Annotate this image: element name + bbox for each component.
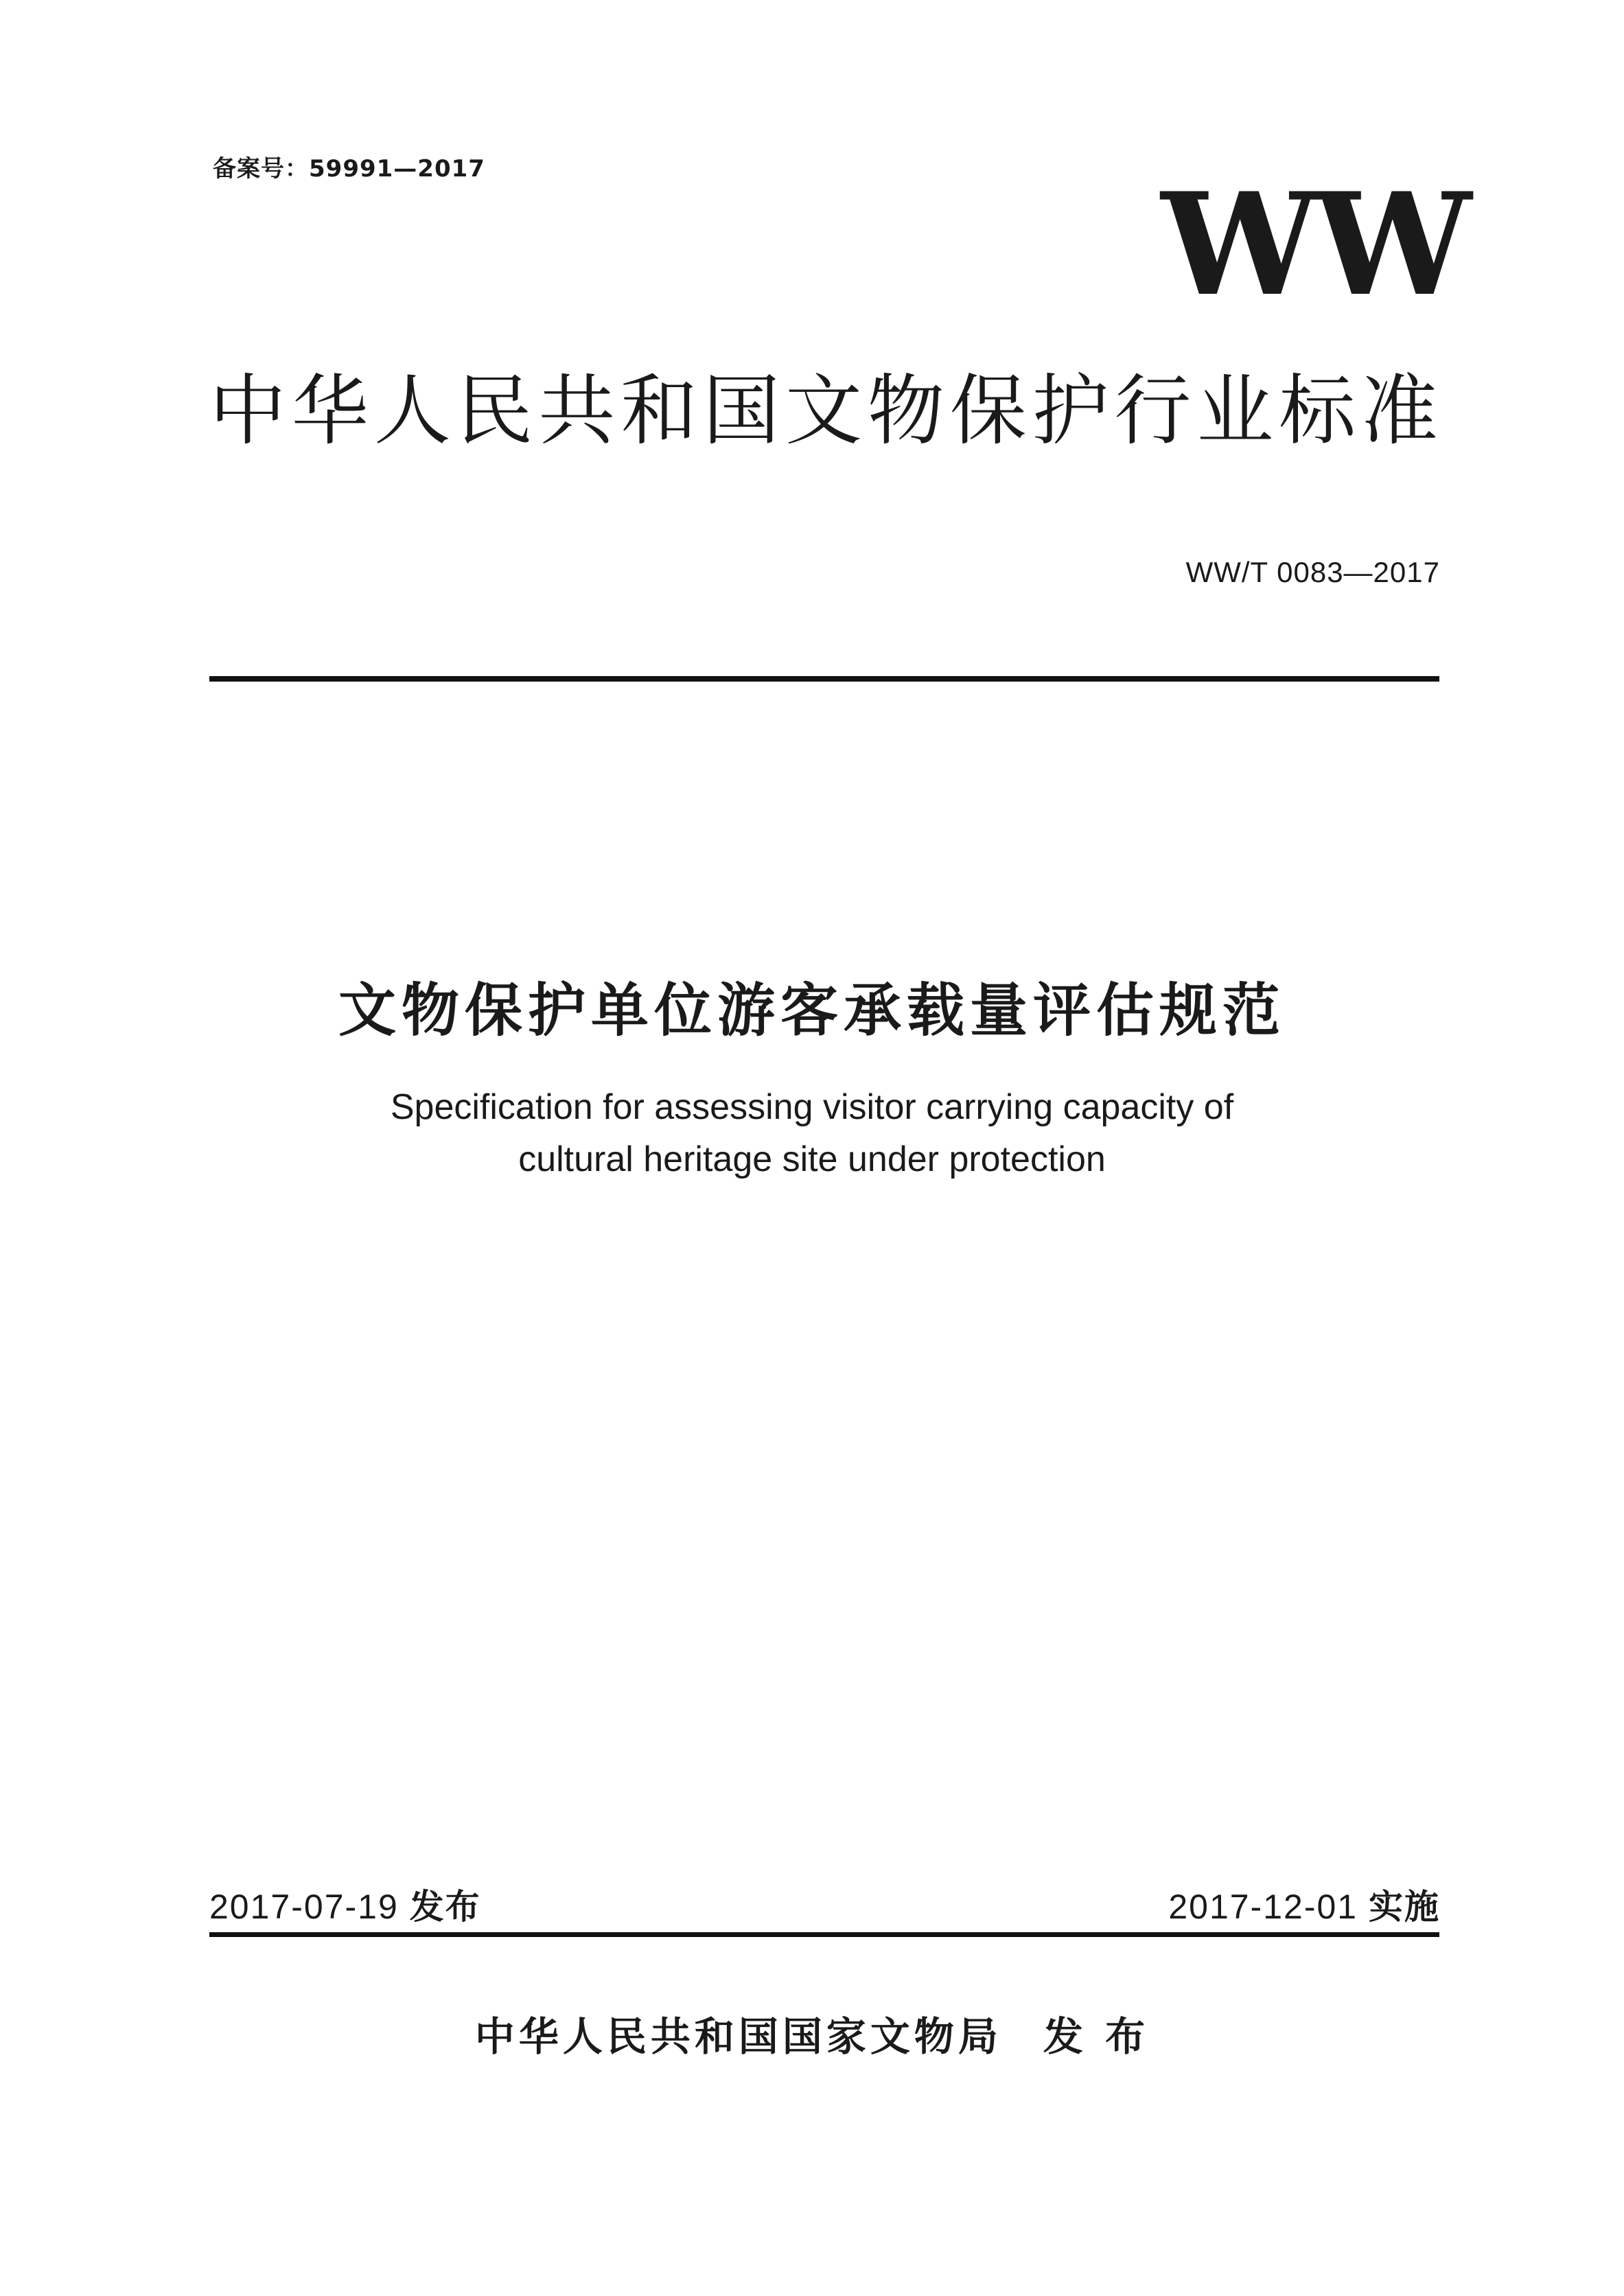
- document-title-english: [0, 1081, 1624, 1185]
- top-divider: [209, 676, 1439, 682]
- effective-label: 实施: [1369, 1887, 1440, 1927]
- effective-date-line: [1168, 1879, 1440, 1929]
- record-number: 备案号：59991—2017: [213, 155, 485, 183]
- publish-date: 2017-07-19: [209, 1888, 399, 1926]
- standard-category-title: 中华人民共和国文物保护行业标准: [209, 367, 1439, 456]
- publisher-line: [0, 2004, 1624, 2062]
- publish-label: 发布: [409, 1887, 481, 1927]
- english-title-line-1: Specification for assessing visitor carrying capacity of: [390, 1087, 1234, 1127]
- effective-date: 2017-12-01: [1168, 1888, 1358, 1926]
- document-title-chinese: 文物保护单位游客承载量评估规范: [338, 977, 1286, 1044]
- standard-mark-logo: WW: [1161, 163, 1466, 327]
- bottom-divider: [209, 1932, 1439, 1937]
- english-title-line-2: cultural heritage site under protection: [518, 1139, 1106, 1179]
- publish-date-line: [209, 1879, 481, 1929]
- standard-code: WW/T 0083—2017: [1185, 556, 1440, 588]
- publisher-name: 中华人民共和国国家文物局: [474, 2013, 1002, 2060]
- publisher-action: 发 布: [1043, 2013, 1150, 2060]
